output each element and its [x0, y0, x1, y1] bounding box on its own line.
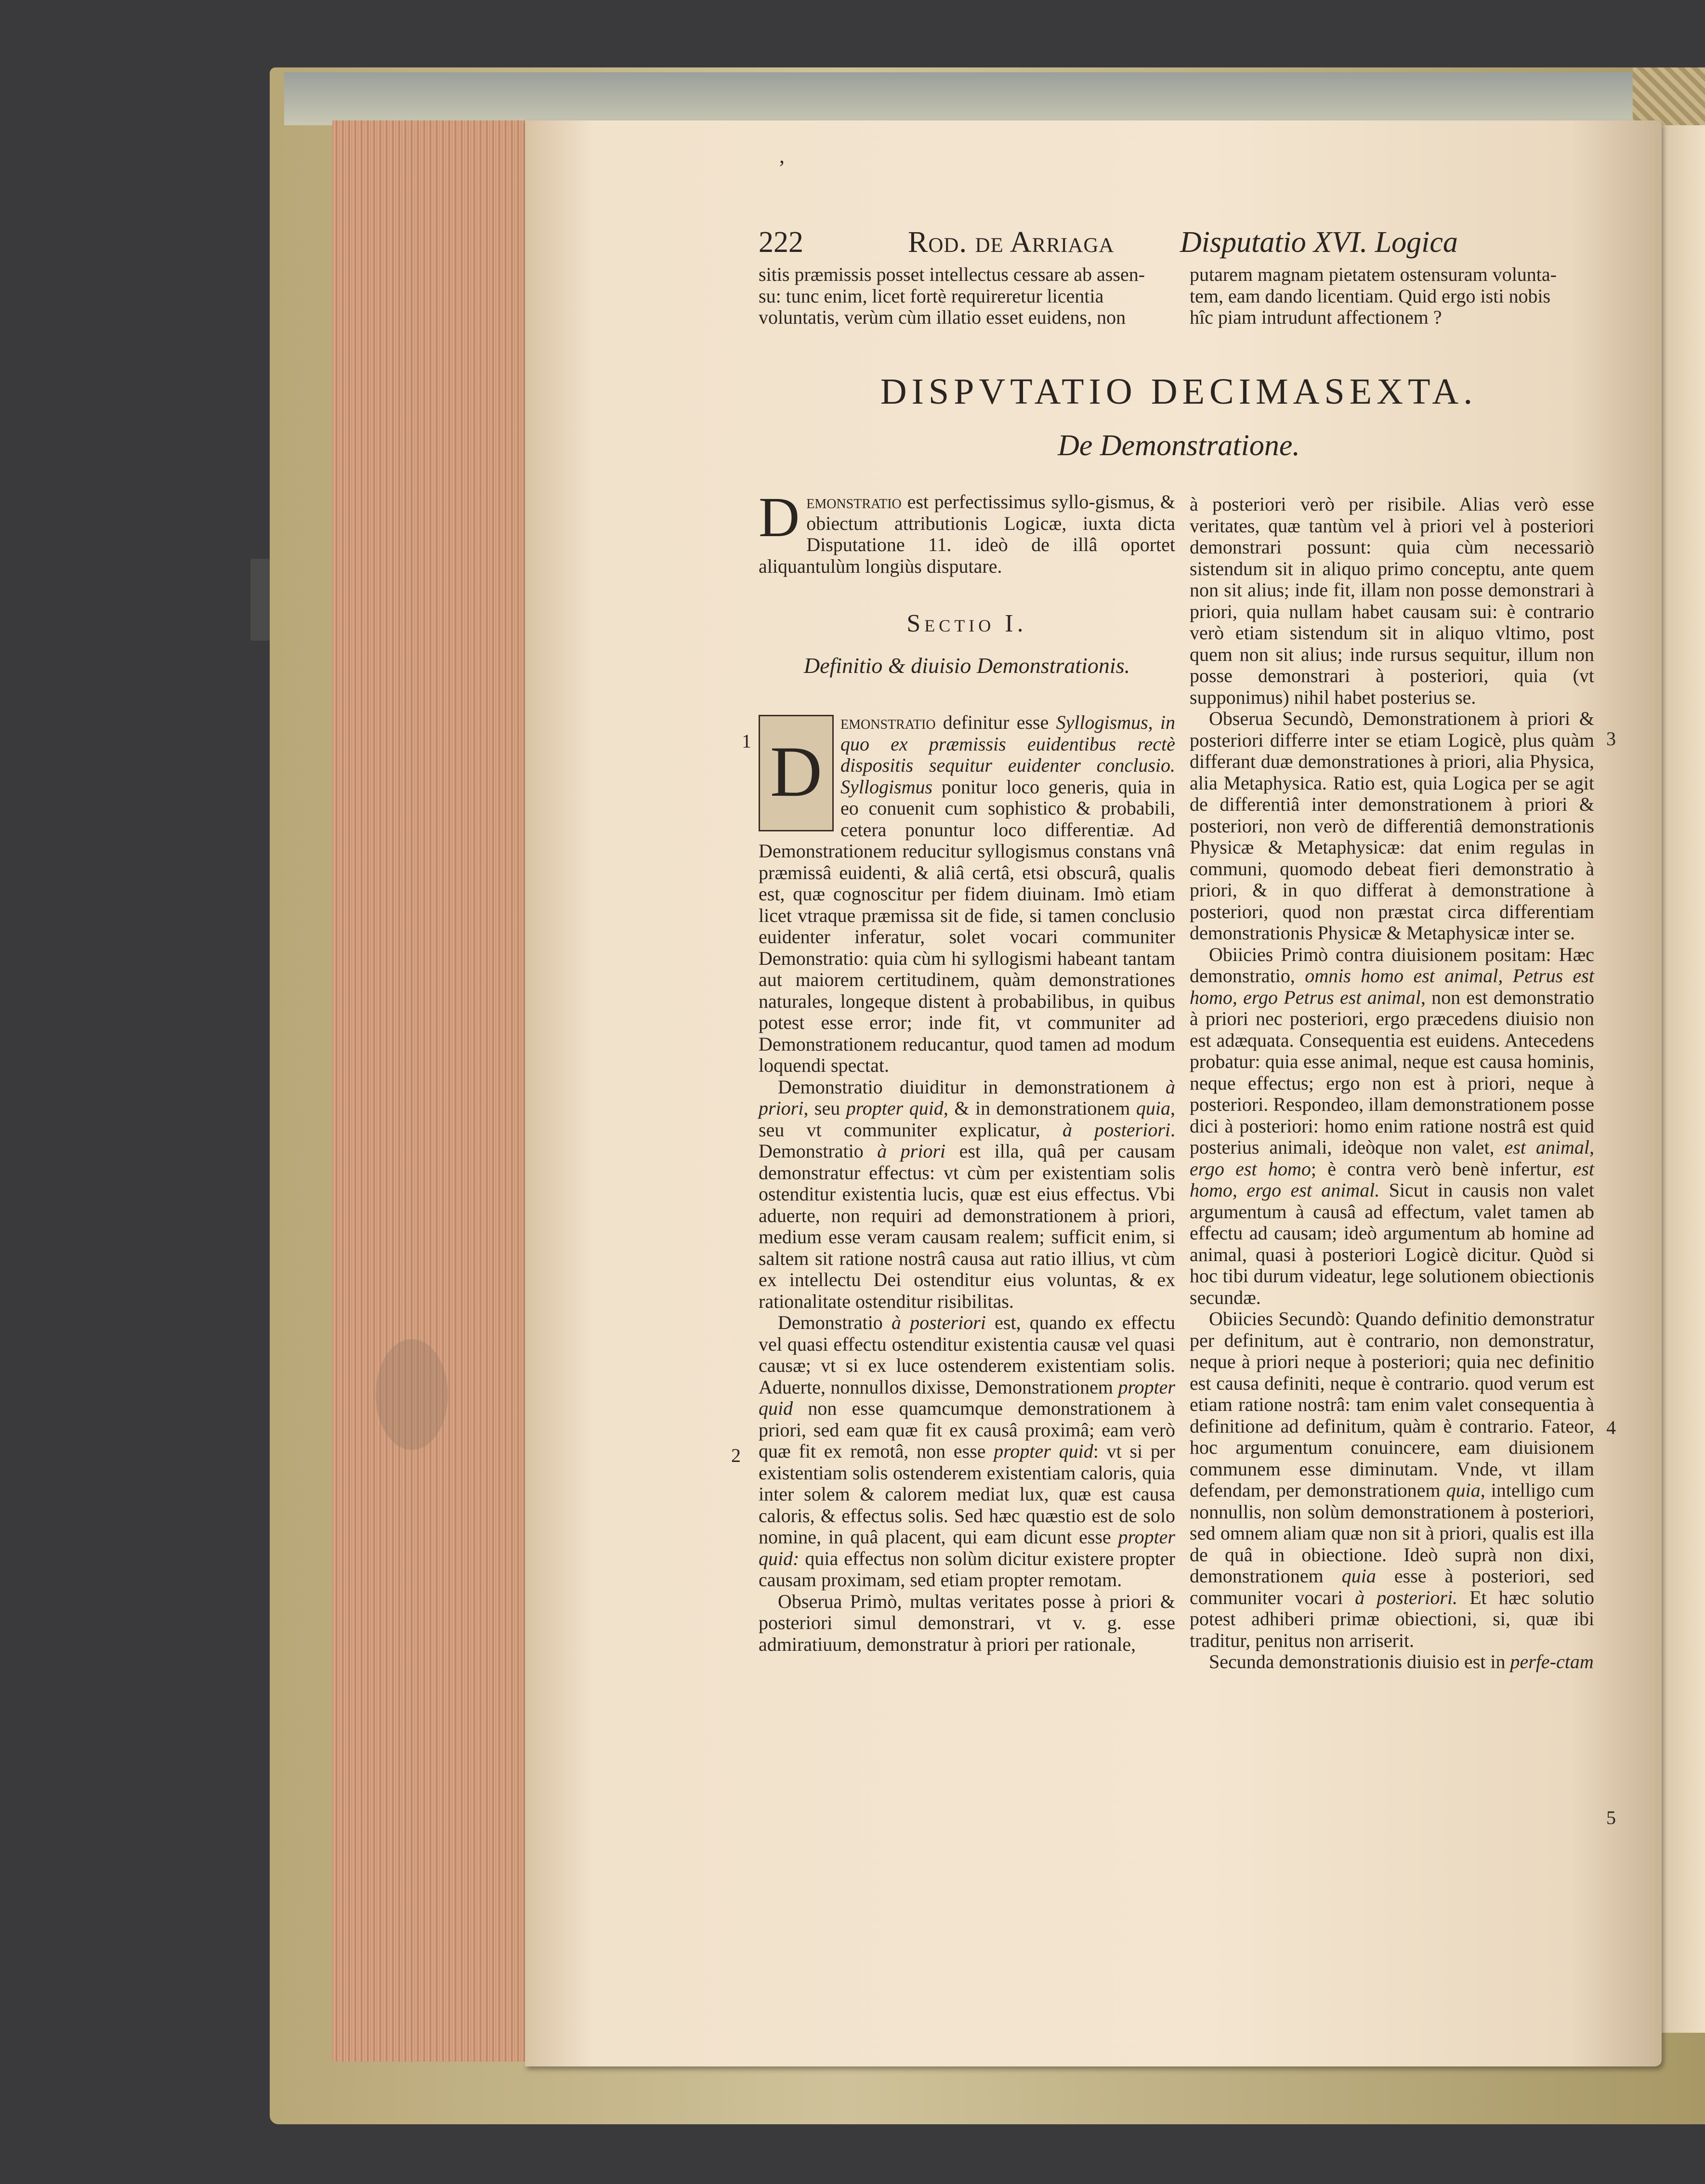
disputation-title: DISPVTATIO DECIMASEXTA.	[880, 371, 1478, 412]
margin-number: 3	[1606, 728, 1616, 750]
running-header	[759, 225, 1599, 259]
page-number: 222	[759, 226, 803, 259]
text-line: putarem magnam pietatem ostensuram volunta-	[1190, 263, 1557, 285]
italic-text: quia	[1446, 1479, 1481, 1501]
margin-number: 5	[1606, 1807, 1616, 1829]
book-cover-top	[284, 72, 1705, 125]
italic-text: Syllogismus	[840, 776, 933, 798]
top-right-continuation	[1190, 264, 1594, 329]
intro-text: est perfectissimus syllo-gismus, & obiectum attributionis Logicæ, iuxta dicta Disputatione 11. ideò de illâ oportet aliquantulùm longiùs disputare.	[759, 491, 1175, 577]
text: , seu vt communiter explicatur,	[759, 1097, 1175, 1141]
top-left-continuation	[759, 264, 1175, 329]
text: definitur esse	[935, 711, 1056, 733]
italic-text: quia	[1136, 1097, 1170, 1119]
paragraph-obserua-primo: Obserua Primò, multas veritates posse à priori & posteriori simul demonstrari, vt v. g. esse admiratiuum, demonstratur à priori per rationale,	[759, 1590, 1175, 1655]
italic-text: propter quid	[759, 1376, 1175, 1419]
italic-text: omnis homo est animal, Petrus est homo, ergo Petrus est animal	[1190, 965, 1594, 1008]
italic-text: à posteriori	[1062, 1118, 1170, 1141]
ornamental-initial	[759, 715, 834, 831]
text-line: sitis præmissis posset intellectus cessare ab assen-	[759, 263, 1145, 285]
margin-number: 1	[742, 730, 751, 752]
italic-text: est animal, ergo est homo	[1190, 1136, 1595, 1180]
text: Obiicies Primò contra diuisionem positam: Hæc demonstratio,	[1190, 943, 1594, 987]
paragraph-obiicies-primo	[1190, 944, 1594, 1309]
page-stain	[376, 1339, 448, 1450]
margin-number: 2	[731, 1445, 741, 1466]
text: , non est demonstratio à priori nec posteriori, ergo præcedens diuisio non est adæquata. Consequentia est euidens. Antecedens probatur: quia esse animal, neque est causa hominis, neque effectus; ergo non est à priori, neque à posteriori. Respondeo, illam demonstrationem posse dici à posteriori: homo enim ratione nostrâ est quid posterius animali, ideòque non valet,	[1190, 986, 1595, 1158]
text: , intelligo cum nonnullis, non solùm demonstrationem à posteriori, sed omnem aliam quæ non sit à priori, qualis est illa de quâ in obiectione. Ideò suprà non dixi, demonstrationem	[1190, 1479, 1595, 1587]
text: quia effectus non solùm dicitur existere propter causam proximam, sed etiam propter remotam.	[759, 1547, 1175, 1591]
text: Demonstratio	[778, 1312, 892, 1333]
text: est illa, quâ per causam demonstratur effectus: vt cùm per existentiam solis ostenditur existentia lucis, quæ est eius effectus. Vbi aduerte, non requiri ad demonstrationem à priori, medium esse veram causam realem; sufficit enim, si saltem sit ratione nostrâ causa aut ratio illius, vt cùm ex intellectu Dei ostenditur eius voluntas, & ex rationalitate ostenditur risibilitas.	[759, 1140, 1175, 1312]
intro-paragraph	[759, 486, 1175, 577]
italic-text: à posteriori.	[1355, 1586, 1458, 1608]
text: , seu	[803, 1097, 846, 1119]
disputation-subtitle: De Demonstratione.	[1058, 429, 1300, 462]
text: ; è contra verò benè infertur,	[1311, 1158, 1573, 1180]
text: , & in demonstrationem	[943, 1097, 1136, 1119]
text: ponitur loco generis, quia in eo conuenit cum sophistico & probabili, cetera ponuntur loco differentiæ. Ad Demonstrationem reducitur syllogismus constans vnâ præmissâ euidenti, & aliâ certâ, etsi obscurâ, qualis est, quæ cognoscitur per fidem diuinam. Imò etiam licet vtraque præmissa sit de fide, si tamen conclusio euidenter inferatur, solet vocari communiter Demonstratio: quia cùm hi syllogismi habeant tantam aut maiorem certitudinem, quàm demonstrationes naturales, longeque distent à probabilibus, in quibus potest esse error; inde fit, vt communiter ad Demonstrationem reducantur, quod tamen ad modum loquendi spectat.	[759, 776, 1175, 1076]
text: Et hæc solutio potest adhiberi primæ obiectioni, si, quæ ibi traditur, penitus non arriserit.	[1190, 1586, 1594, 1651]
paragraph-obiicies-secundo	[1190, 1308, 1594, 1651]
text-line: su: tunc enim, licet fortè requireretur licentia	[759, 285, 1104, 307]
italic-text: quia	[1341, 1565, 1376, 1587]
first-word: emonstratio	[840, 711, 936, 733]
first-word: emonstratio	[806, 491, 902, 513]
headband	[1633, 67, 1705, 125]
author: Rod. de Arriaga	[908, 226, 1115, 259]
clasp	[250, 559, 270, 641]
italic-text: propter quid	[994, 1440, 1093, 1462]
ornamental-letter: D	[770, 732, 823, 812]
section-subtitle: Definitio & diuisio Demonstrationis.	[803, 653, 1130, 678]
text: Secunda demonstrationis diuisio est in	[1209, 1651, 1510, 1672]
text-line: voluntatis, verùm cùm illatio esset euidens, non	[759, 306, 1126, 328]
facing-page	[1657, 125, 1705, 2033]
italic-text: à priori	[877, 1140, 946, 1162]
text: esse à posteriori, sed communiter vocari	[1190, 1565, 1595, 1608]
paragraph-definition	[759, 712, 1175, 1077]
text: . Demonstratio	[759, 1118, 1175, 1162]
running-title: Disputatio XVI. Logica	[1180, 226, 1458, 259]
italic-text: à posteriori	[891, 1312, 986, 1333]
page-edges	[332, 120, 542, 2062]
text: non esse quamcumque demonstrationem à priori, sed eam quæ fit ex causâ proximâ; eam verò quæ fit ex remotâ, non esse	[759, 1397, 1175, 1462]
paragraph-a-posteriori	[759, 1312, 1175, 1591]
text: : vt si per existentiam solis ostenderem existentiam caloris, quia inter solem & calorem mediat lux, quæ est causa caloris, & effectus solis. Sed hæc quæstio est de solo nomine, in quâ placent, qui eam dicunt esse	[759, 1440, 1175, 1548]
italic-text: propter quid:	[759, 1526, 1175, 1569]
right-column-body	[1190, 494, 1594, 1673]
left-column-body	[759, 712, 1175, 1655]
text-line: tem, eam dando licentiam. Quid ergo isti nobis	[1190, 285, 1551, 307]
paragraph-continuation: à posteriori verò per risibile. Alias verò esse veritates, quæ tantùm vel à priori vel à posteriori demonstrari possunt: quia cùm necessariò sistendum sit in aliquo primo conceptu, ante quem non sit alius; inde fit, illam non posse demonstrari à priori, quia nullam habet causam sui: è contrario verò etiam sistendum sit in aliquo vltimo, post quem non sit alius; inde rursus sequitur, illum non posse demonstrari à posteriori, quia (vt supponimus) nihil habet posterius se.	[1190, 493, 1594, 708]
section-title: Sectio I.	[906, 610, 1027, 637]
paragraph-secunda-diuisio	[1190, 1651, 1594, 1673]
text: Sicut in causis non valet argumentum à causâ ad effectum, valet tamen ab effectu ad causam; ideò argumentum ab homine ad animal, quasi à posteriori Logicè dicitur. Quòd si hoc tibi durum videatur, lege solutionem obiectionis secundæ.	[1190, 1179, 1594, 1308]
text-line: hîc piam intrudunt affectionem ?	[1190, 306, 1442, 328]
italic-text: est homo, ergo est animal.	[1190, 1158, 1594, 1201]
paragraph-obserua-secundo: Obserua Secundò, Demonstrationem à priori & posteriori differre inter se etiam Logicè, plus quàm differant duæ demonstrationes à priori, alia Physica, alia Metaphysica. Ratio est, quia Logica per se agit de differentiâ inter demonstrationem à priori & posteriori, non verò de differentiâ demonstrationis Physicæ & Metaphysicæ: dat enim regulas in communi, quomodo debeat fieri demonstratio à priori, & in quo differat à demonstratione à posteriori, quod non præstat circa differentiam demonstrationis Physicæ & Metaphysicæ inter se.	[1190, 708, 1594, 944]
margin-number: 4	[1606, 1417, 1616, 1438]
text: Demonstratio diuiditur in demonstrationem	[778, 1076, 1166, 1098]
drop-cap: D	[759, 486, 800, 549]
italic-text: propter quid	[846, 1097, 944, 1119]
text: est, quando ex effectu vel quasi effectu ostenditur existentia causæ vel quasi causæ; vt si ex luce ostenderem existentiam solis. Aduerte, nonnullos dixisse, Demonstrationem	[759, 1312, 1176, 1398]
italic-text: à priori	[759, 1076, 1175, 1119]
ink-mark: ,	[779, 144, 785, 168]
italic-text: Syllogismus, in quo ex præmissis euidentibus rectè dispositis sequitur euidenter conclusio.	[840, 711, 1175, 776]
paragraph-division	[759, 1077, 1175, 1313]
left-column-intro	[759, 486, 1175, 577]
text: Obiicies Secundò: Quando definitio demonstratur per definitum, aut è contrario, non demonstratur, neque à priori neque à posteriori; quia nec definitio est causa definiti, neque è contrario. quod verum est etiam ratione nostrâ: tam enim valet consequentia à definitione ad definitum, quàm è contrario. Fateor, hoc argumentum conuincere, eam diuisionem communem esse diminutam. Vnde, vt illam defendam, per demonstrationem	[1190, 1308, 1594, 1501]
italic-text: perfe-ctam	[1510, 1651, 1594, 1672]
